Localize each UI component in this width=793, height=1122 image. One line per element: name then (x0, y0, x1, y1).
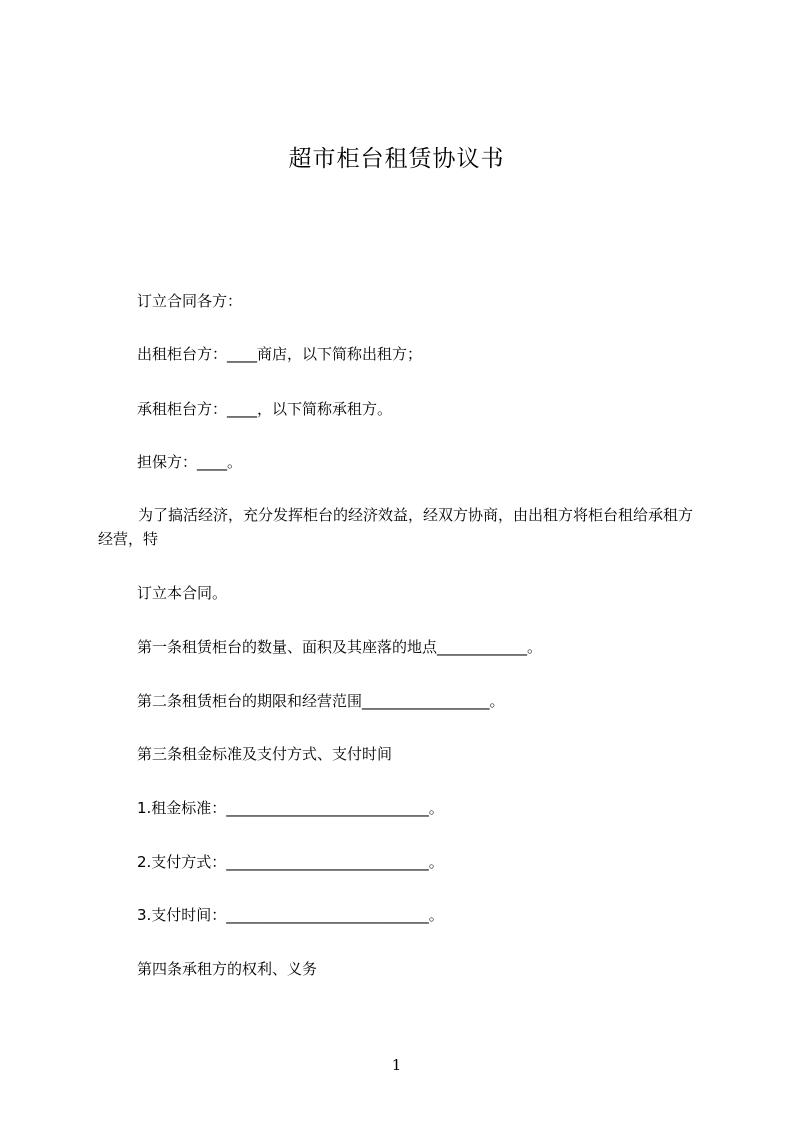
page-number: 1 (391, 1056, 402, 1074)
parties-heading: 订立合同各方： (137, 292, 243, 310)
document-title: 超市柜台租赁协议书 (288, 146, 505, 172)
article-3: 第三条租金标准及支付方式、支付时间 (137, 745, 393, 763)
preamble-paragraph: 为了搞活经济，充分发挥柜台的经济效益，经双方协商，由出租方将柜台租给承租方经营，特 (98, 506, 694, 548)
lessor-line: 出租柜台方：____商店，以下简称出租方； (137, 345, 423, 363)
article-3-item-3: 3.支付时间：___________________________。 (137, 906, 444, 924)
lessee-line: 承租柜台方：____，以下简称承租方。 (137, 400, 393, 418)
article-3-item-1: 1.租金标准：___________________________。 (137, 799, 444, 817)
guarantor-line: 担保方：____。 (137, 453, 243, 471)
article-3-item-2: 2.支付方式：___________________________。 (137, 853, 444, 871)
preamble-continuation: 订立本合同。 (137, 584, 228, 602)
article-4: 第四条承租方的权利、义务 (137, 960, 318, 978)
article-1: 第一条租赁柜台的数量、面积及其座落的地点____________。 (137, 638, 543, 656)
article-2: 第二条租赁柜台的期限和经营范围_________________。 (137, 692, 505, 710)
